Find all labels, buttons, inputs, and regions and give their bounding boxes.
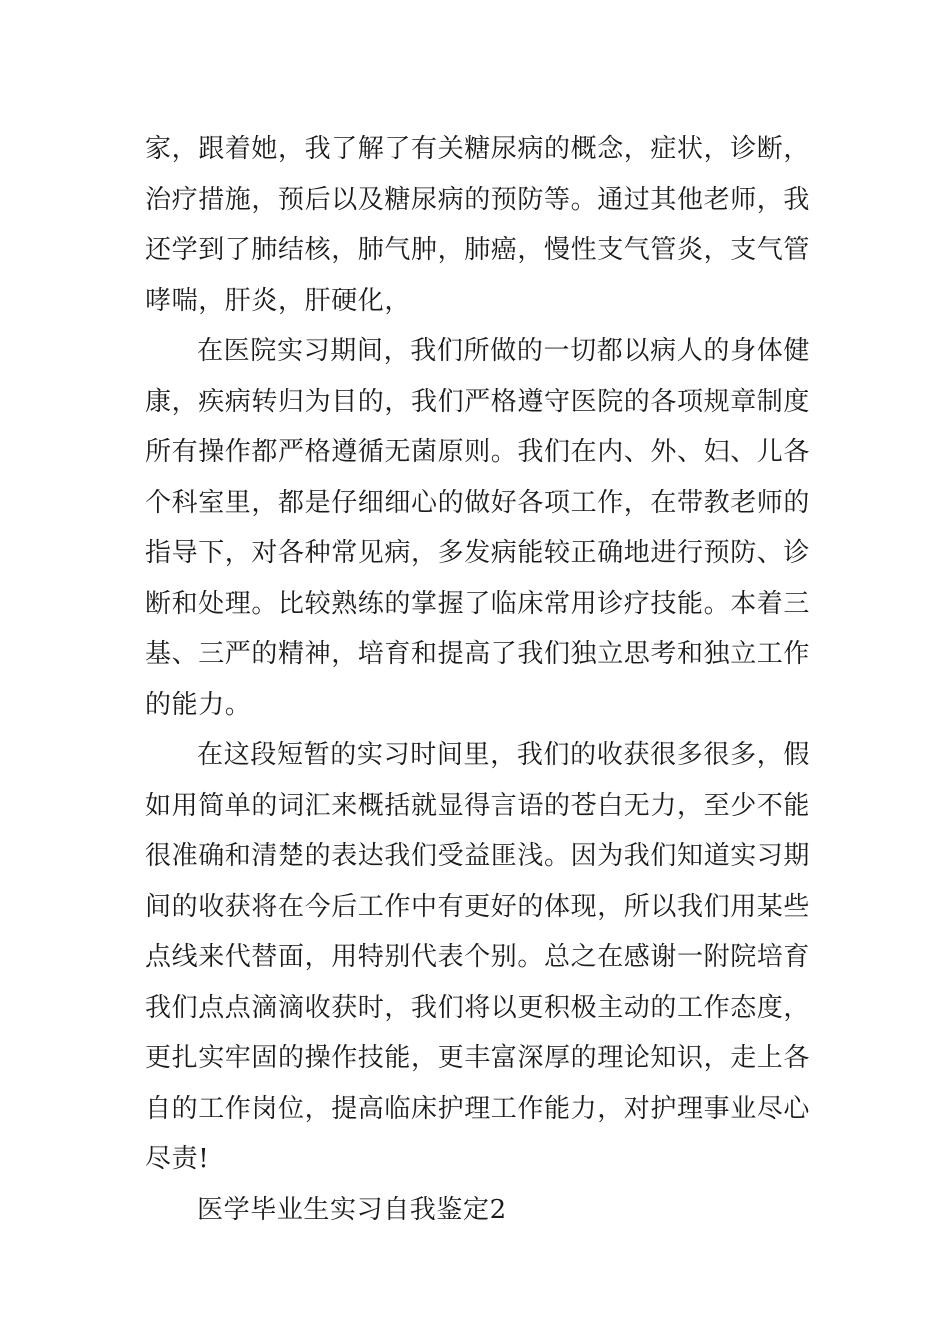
section-heading: 医学毕业生实习自我鉴定2: [197, 1194, 507, 1225]
text-line: 自的工作岗位，提高临床护理工作能力，对护理事业尽心: [145, 1093, 811, 1124]
text-line: 我们点点滴滴收获时，我们将以更积极主动的工作态度，: [145, 992, 811, 1023]
document-body: [145, 124, 810, 1235]
text-line: 家，跟着她，我了解了有关糖尿病的概念，症状，诊断，: [145, 134, 811, 164]
text-line: 如用简单的词汇来概括就显得言语的苍白无力，至少不能: [145, 790, 811, 821]
text-line: 断和处理。比较熟练的掌握了临床常用诊疗技能。本着三: [145, 588, 811, 619]
text-line: 还学到了肺结核，肺气肿，肺癌，慢性支气管炎，支气管: [145, 235, 811, 265]
paragraph-1: [145, 124, 810, 326]
text-line: 所有操作都严格遵循无菌原则。我们在内、外、妇、儿各: [145, 437, 811, 467]
text-line: 指导下，对各种常见病，多发病能较正确地进行预防、诊: [145, 538, 811, 568]
text-line: 在这段短暂的实习时间里，我们的收获很多很多，假: [197, 740, 810, 770]
text-line: 的能力。: [145, 689, 252, 720]
text-line: 间的收获将在今后工作中有更好的体现，所以我们用某些: [145, 891, 811, 922]
text-line: 治疗措施，预后以及糖尿病的预防等。通过其他老师，我: [145, 184, 811, 215]
paragraph-3: [145, 730, 810, 1185]
text-line: 很准确和清楚的表达我们受益匪浅。因为我们知道实习期: [145, 841, 811, 871]
text-line: 个科室里，都是仔细细心的做好各项工作，在带教老师的: [145, 487, 811, 518]
text-line: 基、三严的精神，培育和提高了我们独立思考和独立工作: [145, 639, 811, 669]
text-line: 康，疾病转归为目的，我们严格遵守医院的各项规章制度: [145, 386, 811, 417]
text-line: 哮喘，肝炎，肝硬化，: [145, 285, 412, 316]
text-line: 更扎实牢固的操作技能，更丰富深厚的理论知识，走上各: [145, 1043, 811, 1073]
text-line: 点线来代替面，用特别代表个别。总之在感谢一附院培育: [145, 942, 811, 972]
text-line: 在医院实习期间，我们所做的一切都以病人的身体健: [197, 336, 810, 366]
paragraph-2: [145, 326, 810, 730]
text-line: 尽责!: [145, 1144, 210, 1174]
